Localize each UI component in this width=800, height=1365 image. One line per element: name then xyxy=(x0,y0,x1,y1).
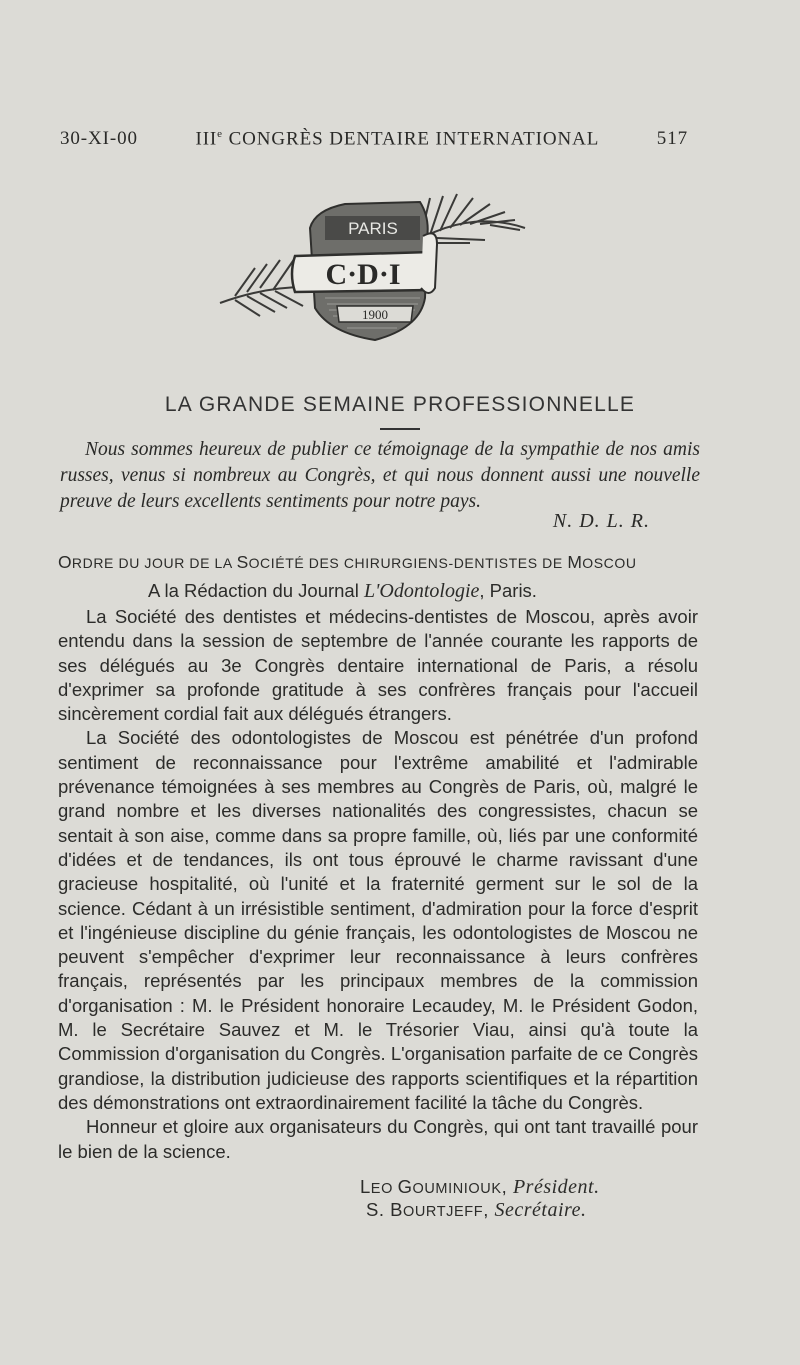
paragraph-1: La Société des dentistes et médecins-dentistes de Moscou, après avoir entendu dans la session de septembre de l'année courante les rapports de ses délégués au 3e Congrès dentaire international de Paris, a résolu d'exprimer sa profonde gratitude à ses confrères français pour l'accueil sincèrement cordial fait aux délégués étrangers. xyxy=(58,606,698,725)
sig2-initial: S. xyxy=(366,1199,391,1220)
paragraph-3: Honneur et gloire aux organisateurs du Congrès, qui ont tant travaillé pour le bien de la science. xyxy=(58,1116,698,1162)
heading-initial-o: O xyxy=(58,552,72,572)
heading-initial-s: S xyxy=(236,552,249,572)
editor-intro: Nous sommes heureux de publier ce témoignage de la sympathie de nos amis russes, venus si nombreux au Congrès, et qui nous donnent aussi une nouvelle preuve de leurs excellents sentiments pour notre pays. xyxy=(60,439,700,512)
editor-signature: N. D. L. R. xyxy=(552,510,650,532)
signature-secretary: S. BOURTJEFF, Secrétaire. xyxy=(366,1199,587,1221)
sig1-first: EO xyxy=(370,1181,398,1197)
signature-president: LEO GOUMINIOUK, Président. xyxy=(360,1176,600,1198)
addressee-prefix: A la Rédaction du Journal xyxy=(148,580,364,601)
heading-part-1: RDRE DU JOUR DE LA xyxy=(71,555,237,571)
logo-year: 1900 xyxy=(362,307,388,322)
running-head xyxy=(60,128,688,150)
sig1-initial: L xyxy=(360,1176,371,1197)
addressee-suffix: , Paris. xyxy=(479,580,537,601)
title-divider xyxy=(380,428,420,430)
heading-part-2: OCIÉTÉ DES CHIRURGIENS-DENTISTES DE xyxy=(248,555,568,571)
logo-paris-text: PARIS xyxy=(348,219,398,238)
order-of-day-heading xyxy=(58,552,694,573)
cdi-emblem-logo xyxy=(215,188,530,358)
congress-heading xyxy=(195,128,599,150)
congress-roman: III xyxy=(195,128,218,150)
heading-initial-m: M xyxy=(567,552,583,572)
heading-part-3: OSCOU xyxy=(582,555,637,571)
section-title: LA GRANDE SEMAINE PROFESSIONNELLE xyxy=(164,393,636,416)
issue-date: 30-XI-00 xyxy=(60,128,138,150)
congress-title: CONGRÈS DENTAIRE INTERNATIONAL xyxy=(228,128,600,150)
page-number: 517 xyxy=(656,128,688,150)
paragraph-2: La Société des odontologistes de Moscou est pénétrée d'un profond sentiment de reconnaissance pour l'extrême amabilité et l'admirable prévenance témoignées à ses membres au Congrès de Paris, où, malgré le grand nombre et les diverses nationalités des congressistes, chacun se sentait à son aise, comme dans sa propre famille, où, liés par une conformité d'idées et de tendances, ils ont tous éprouvé le charme ravissant d'une gracieuse hospitalité, où l'unité et la fraternité germent sur le sol de la science. Cédant à un irrésistible sentiment, d'admiration pour la force d'esprit et l'ingénieuse discipline du génie français, les odontologistes de Moscou ne peuvent s'empêcher d'exprimer leur reconnaissance à leurs confrères français, représentés par les principaux membres de la commission d'organisation : M. le Président honoraire Lecaudey, M. le Président Godon, M. le Secrétaire Sauvez et M. le Trésorier Viau, ainsi qu'à toute la Commission d'organisation du Congrès. L'organisation parfaite de ce Congrès grandiose, la distribution judicieuse des rapports scientifiques et la répartition des démonstrations ont extraordinairement facilité la tâche du Congrès. xyxy=(58,727,698,1113)
sig2-initial-2: B xyxy=(390,1199,403,1220)
sig1-role: Président. xyxy=(512,1176,600,1198)
sig2-last: OURTJEFF xyxy=(402,1204,484,1220)
congress-ordinal-sup: e xyxy=(217,128,223,140)
addressee-line xyxy=(58,580,698,603)
sig2-role: Secrétaire. xyxy=(494,1199,587,1221)
sig1-initial-2: G xyxy=(397,1176,413,1197)
letter-body xyxy=(58,605,698,1164)
journal-name: L'Odontologie xyxy=(363,580,480,602)
sig1-last: OUMINIOUK xyxy=(412,1181,502,1197)
logo-initials: C·D·I xyxy=(325,258,401,291)
